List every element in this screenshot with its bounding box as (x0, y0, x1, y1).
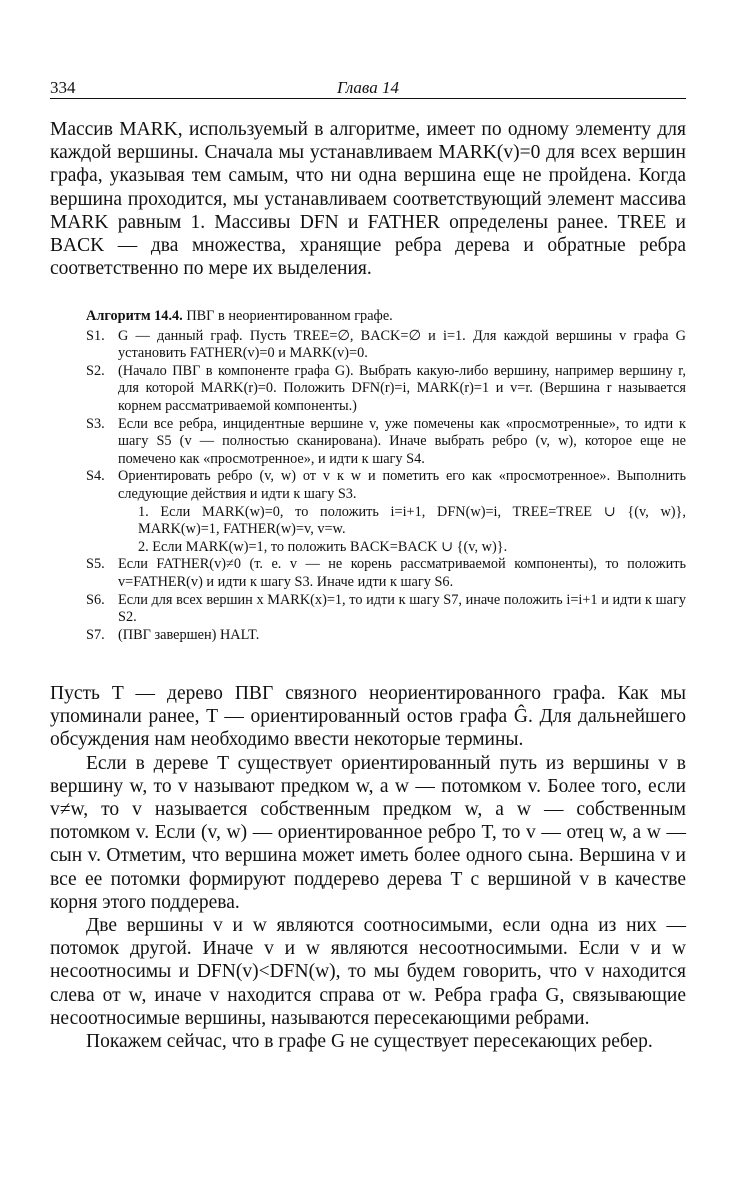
step-label: S1. (86, 327, 105, 344)
step-label: S2. (86, 362, 105, 379)
algorithm-step (86, 592, 686, 627)
body-section (50, 682, 686, 1053)
algorithm-step (86, 627, 686, 645)
body-paragraph: Две вершины v и w являются соотносимыми, если одна из них — потомок другой. Иначе v и w являются несоотносимыми. Если v и w несоотносимы и DFN(v)<DFN(w), то мы будем говорить, что v находится слева от w, иначе v находится справа от w. Ребра графа G, связывающие несоотносимые вершины, называются пересекающими ребрами. (50, 915, 686, 1029)
step-text: Если все ребра, инцидентные вершине v, уже помечены как «просмотренные», то идти к шагу S5 (v — полностью сканирована). Иначе выбрать ребро (v, w), которое еще не помечено как «просмотренное», и идти к шагу S4. (118, 415, 686, 467)
algorithm-step (86, 468, 686, 556)
page-header (50, 78, 686, 99)
algorithm-block (86, 308, 686, 644)
body-paragraph: Пусть T — дерево ПВГ связного неориентированного графа. Как мы упоминали ранее, T — ориентированный остов графа Ĝ. Для дальнейшего обсуждения нам необходимо ввести некоторые термины. (50, 683, 686, 751)
step-substep: 1. Если MARK(w)=0, то положить i=i+1, DFN(w)=i, TREE=TREE ∪ {(v, w)}, MARK(w)=1, FATHER(w)=v, v=w. (138, 503, 686, 538)
step-label: S7. (86, 626, 105, 643)
step-label: S3. (86, 415, 105, 432)
page-number: 334 (50, 78, 76, 97)
algorithm-title-rest: ПВГ в неориентированном графе. (182, 308, 393, 324)
step-text: Если FATHER(v)≠0 (т. е. v — не корень рассматриваемой компоненты), то положить v=FATHER(v) и идти к шагу S3. Иначе идти к шагу S6. (118, 556, 686, 590)
step-substep: 2. Если MARK(w)=1, то положить BACK=BACK ∪ {(v, w)}. (138, 538, 508, 555)
step-text: (ПВГ завершен) HALT. (118, 626, 260, 643)
step-text: (Начало ПВГ в компоненте графа G). Выбрать какую-либо вершину, например вершину r, для которой MARK(r)=0. Положить DFN(r)=i, MARK(r)=1 и v=r. (Вершина r называется корнем рассматриваемой компоненты.) (118, 362, 686, 414)
intro-section (50, 118, 686, 280)
algorithm-step (86, 416, 686, 469)
step-text: Ориентировать ребро (v, w) от v к w и пометить его как «просмотренное». Выполнить следующие действия и идти к шагу S3. (118, 468, 686, 502)
algorithm-title (86, 308, 686, 326)
body-paragraph: Если в дереве T существует ориентированный путь из вершины v в вершину w, то v называют предком w, а w — потомком v. Более того, если v≠w, то v называется собственным предком w, а w — собственным потомком v. Если (v, w) — ориентированное ребро T, то v — отец w, а w — сын v. Отметим, что вершина может иметь более одного сына. Вершина v и все ее потомки формируют поддерево дерева T с вершиной v в качестве корня этого поддерева. (50, 752, 686, 913)
intro-paragraph: Массив MARK, используемый в алгоритме, имеет по одному элементу для каждой вершины. Сначала мы устанавливаем MARK(v)=0 для всех вершин графа, указывая тем самым, что ни одна вершина еще не пройдена. Когда вершина проходится, мы устанавливаем соответствующий элемент массива MARK равным 1. Массивы DFN и FATHER определены ранее. TREE и BACK — два множества, хранящие ребра дерева и обратные ребра соответственно по мере их выделения. (50, 119, 686, 280)
algorithm-step (86, 328, 686, 363)
body-paragraph: Покажем сейчас, что в графе G не существует пересекающих ребер. (86, 1031, 653, 1053)
step-text: G — данный граф. Пусть TREE=∅, BACK=∅ и i=1. Для каждой вершины v графа G установить FATHER(v)=0 и MARK(v)=0. (118, 327, 686, 362)
step-label: S5. (86, 556, 105, 573)
algorithm-step (86, 363, 686, 416)
step-label: S6. (86, 591, 105, 608)
step-text: Если для всех вершин x MARK(x)=1, то идти к шагу S7, иначе положить i=i+1 и идти к шагу S2. (118, 591, 686, 626)
algorithm-step (86, 556, 686, 591)
algorithm-title-bold: Алгоритм 14.4. (86, 308, 183, 324)
step-label: S4. (86, 468, 105, 485)
running-title: Глава 14 (337, 78, 399, 97)
